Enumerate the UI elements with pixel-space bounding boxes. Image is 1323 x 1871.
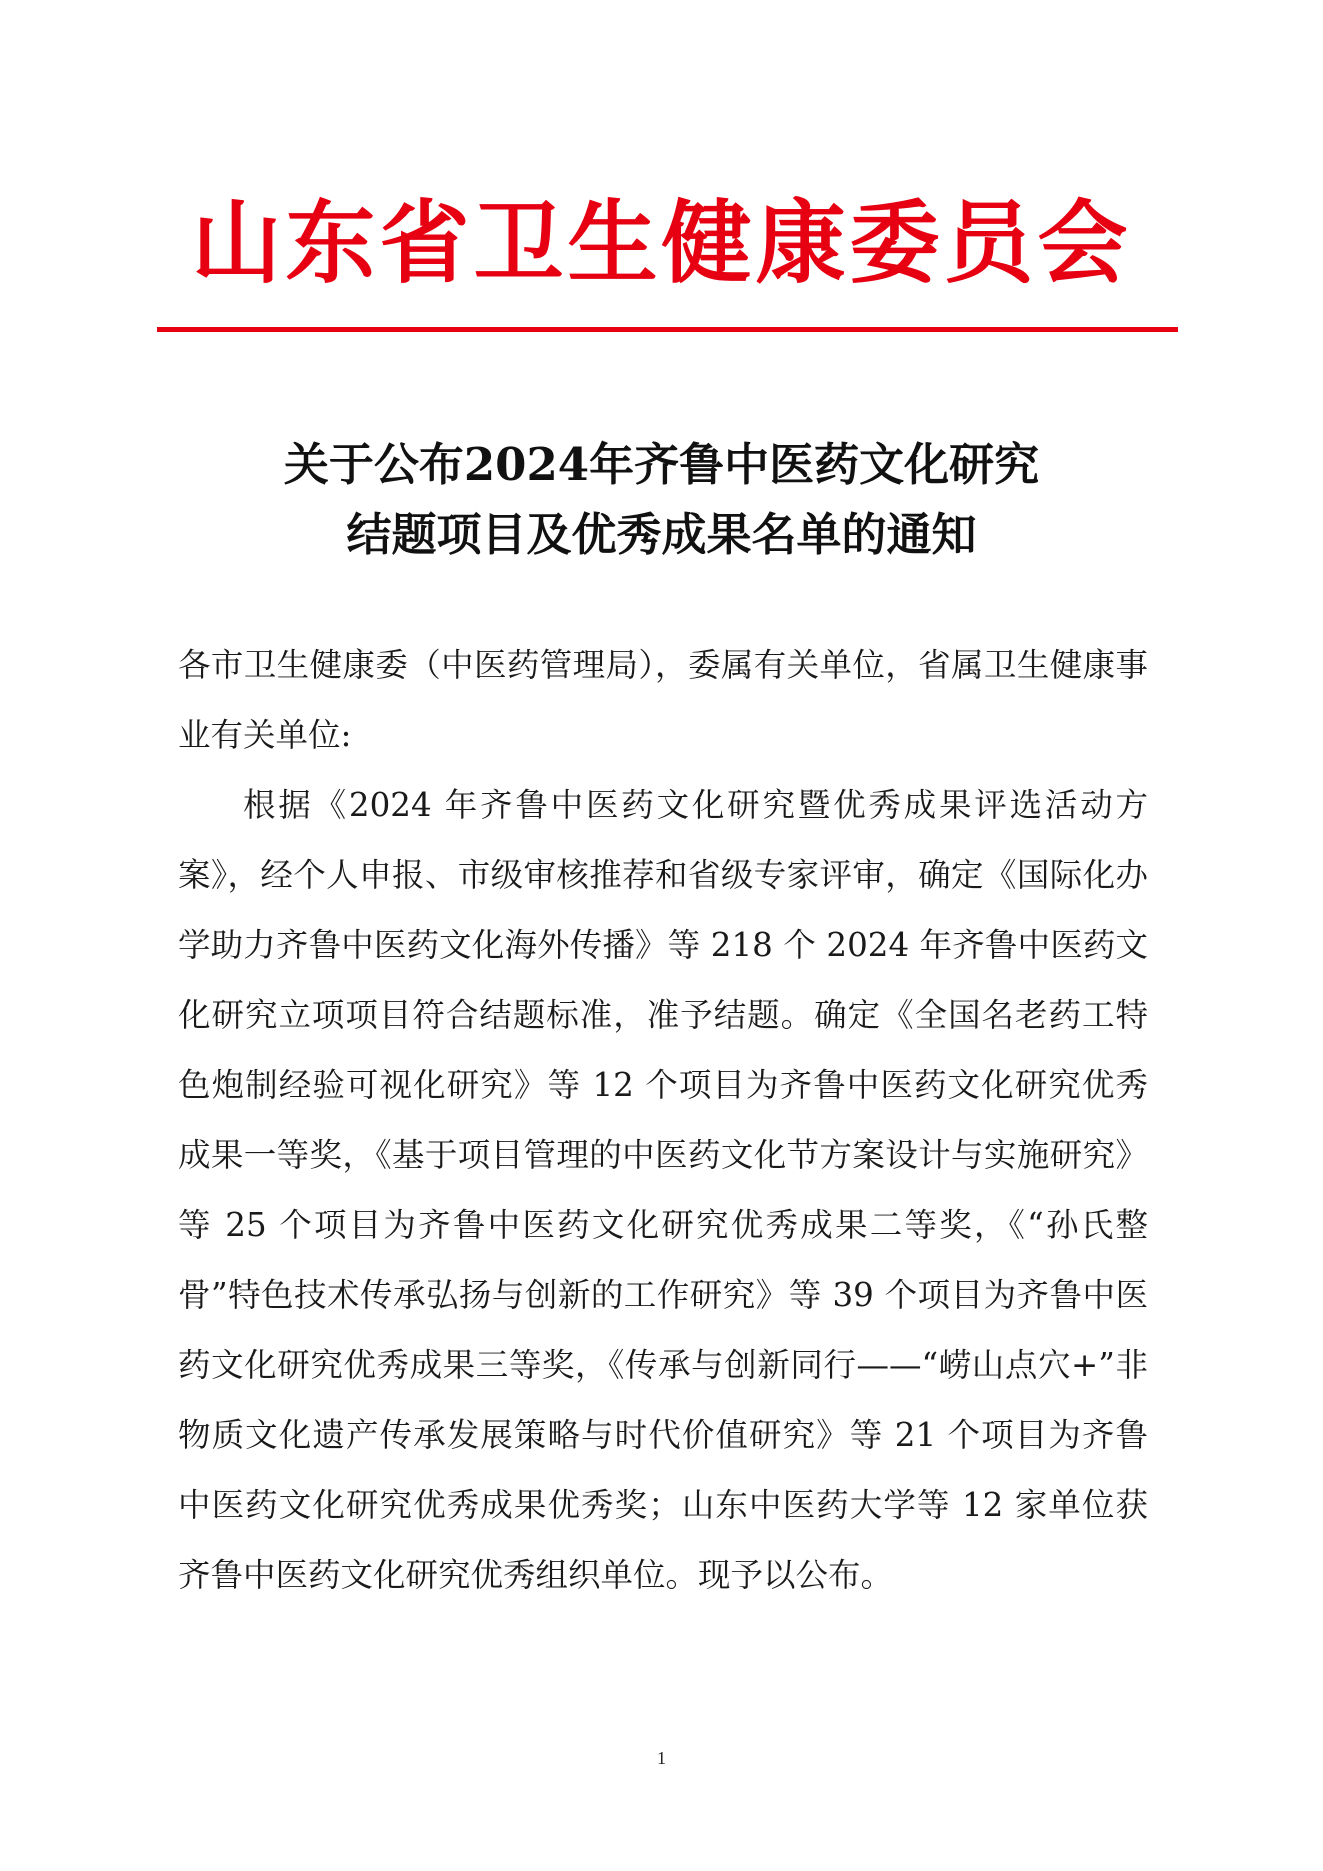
document-title [150, 430, 1173, 570]
document-title-line-2: 结题项目及优秀成果名单的通知 [346, 508, 977, 561]
masthead-org-name: 山东省卫生健康委员会 [191, 190, 1132, 296]
salutation: 各市卫生健康委（中医药管理局），委属有关单位，省属卫生健康事业有关单位: [178, 646, 1148, 754]
body-paragraph: 根据《2024 年齐鲁中医药文化研究暨优秀成果评选活动方案》，经个人申报、市级审核推荐和省级专家评审，确定《国际化办学助力齐鲁中医药文化海外传播》等 218 个 2024 年齐鲁中医药文化研究立项项目符合结题标准，准予结题。确定《全国名老药工特色炮制经验可视化研究》等 12 个项目为齐鲁中医药文化研究优秀成果一等奖，《基于项目管理的中医药文化节方案设计与实施研究》等 25 个项目为齐鲁中医药文化研究优秀成果二等奖，《“孙氏整骨”特色技术传承弘扬与创新的工作研究》等 39 个项目为齐鲁中医药文化研究优秀成果三等奖，《传承与创新同行——“崂山点穴+”非物质文化遗产传承发展策略与时代价值研究》等 21 个项目为齐鲁中医药文化研究优秀成果优秀奖；山东中医药大学等 12 家单位获齐鲁中医药文化研究优秀组织单位。现予以公布。 [178, 786, 1148, 1594]
document-title-line-1: 关于公布2024年齐鲁中医药文化研究 [283, 438, 1040, 491]
page-number: 1 [657, 1748, 666, 1768]
masthead-red-rule [157, 327, 1178, 332]
